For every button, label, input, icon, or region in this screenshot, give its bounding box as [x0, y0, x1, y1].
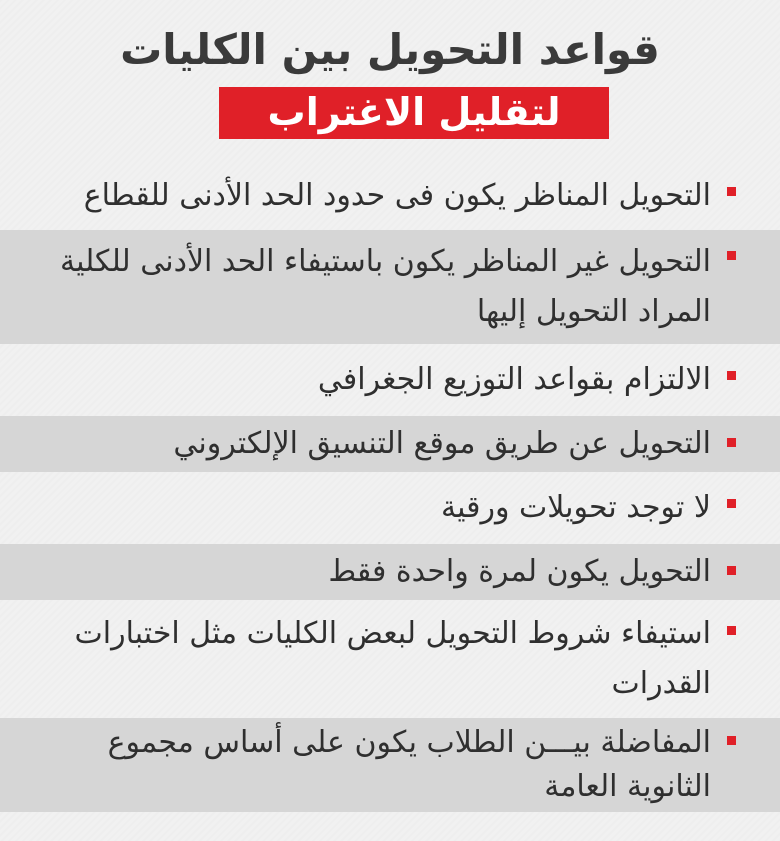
rule-text: لا توجد تحويلات ورقية [440, 490, 711, 525]
page-title: قواعد التحويل بين الكليات [120, 25, 660, 74]
rule-text: استيفاء شروط التحويل لبعض الكليات مثل اختبارات القدرات [74, 616, 711, 701]
rule-text: المفاضلة بيـــن الطلاب يكون على أساس مجموع الثانوية العامة [107, 725, 711, 804]
rules-list [0, 162, 780, 812]
bullet-square-icon [727, 626, 736, 635]
bullet-square-icon [727, 566, 736, 575]
subtitle-banner [219, 87, 609, 139]
list-item [0, 600, 780, 718]
subtitle-text: لتقليل الاغتراب [267, 90, 561, 134]
list-item [0, 162, 780, 230]
list-item [0, 718, 780, 812]
list-item [0, 472, 780, 544]
rule-text: التحويل المناظر يكون فى حدود الحد الأدنى للقطاع [83, 178, 711, 213]
bullet-square-icon [727, 371, 736, 380]
rule-text: التحويل عن طريق موقع التنسيق الإلكتروني [173, 426, 711, 461]
bullet-square-icon [727, 251, 736, 260]
bullet-square-icon [727, 438, 736, 447]
list-item [0, 344, 780, 416]
rule-text: الالتزام بقواعد التوزيع الجغرافي [317, 362, 711, 397]
bullet-square-icon [727, 736, 736, 745]
rule-text: التحويل يكون لمرة واحدة فقط [328, 554, 711, 589]
bullet-square-icon [727, 499, 736, 508]
list-item [0, 544, 780, 600]
rule-text: التحويل غير المناظر يكون باستيفاء الحد الأدنى للكلية المراد التحويل إليها [59, 244, 711, 329]
bullet-square-icon [727, 187, 736, 196]
list-item [0, 230, 780, 344]
list-item [0, 416, 780, 472]
